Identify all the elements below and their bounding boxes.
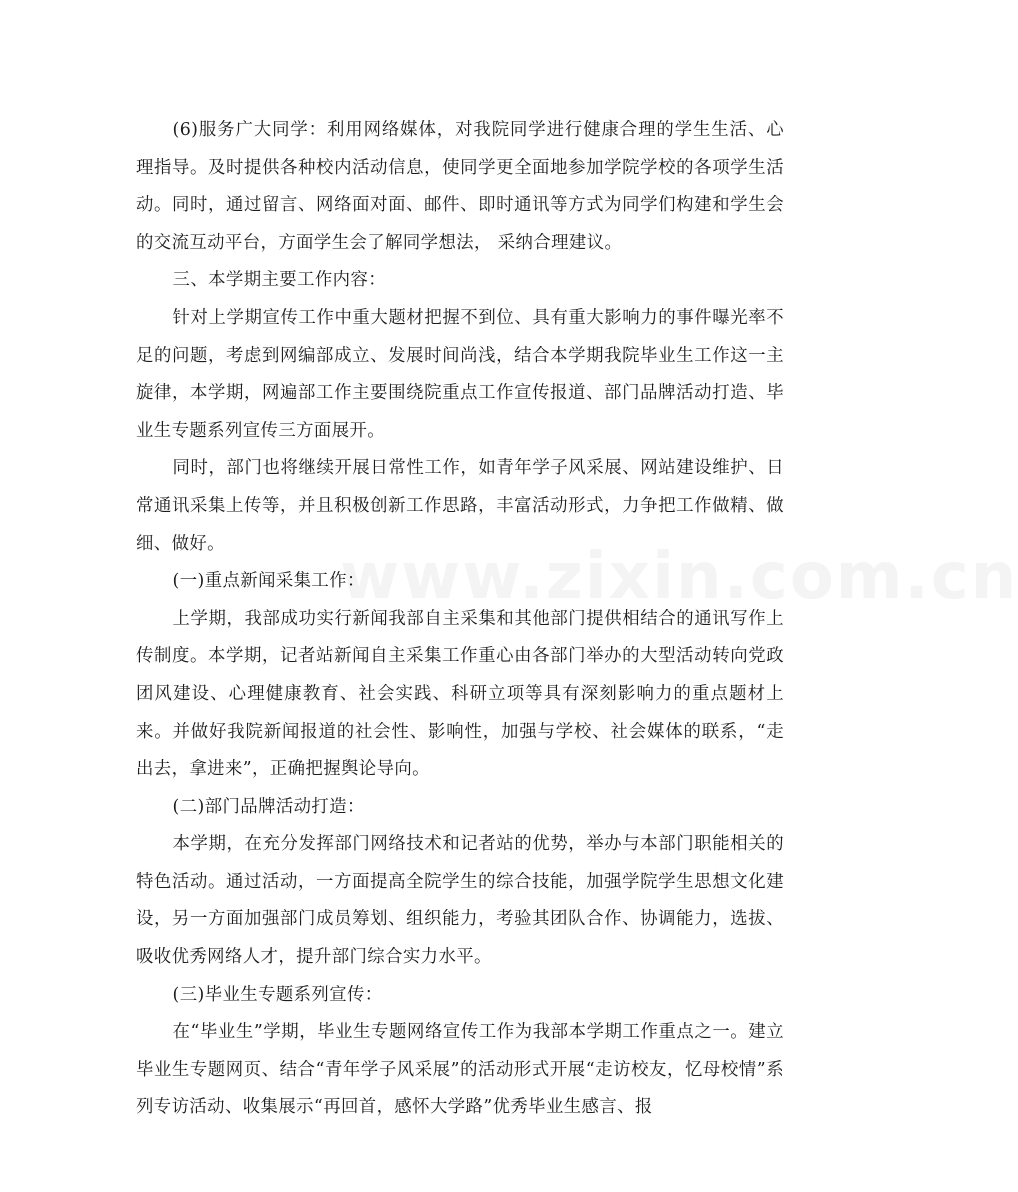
paragraph-brand-activity: 本学期，在充分发挥部门网络技术和记者站的优势，举办与本部门职能相关的特色活动。通过活动，一方面提高全院学生的综合技能，加强学院学生思想文化建设，另一方面加强部门成员筹划、组织能力，考验其团队合作、协调能力，选拔、吸收优秀网络人才，提升部门综合实力水平。 [136, 834, 784, 968]
heading-brand-activity: (二)部门品牌活动打造： [172, 796, 365, 817]
paragraph-graduate-series: 在“毕业生”学期，毕业生专题网络宣传工作为我部本学期工作重点之一。建立毕业生专题网页、结合“青年学子风采展”的活动形式开展“走访校友，忆母校情”系列专访活动、收集展示“再回首，感怀大学路”优秀毕业生感言、报 [136, 1022, 784, 1118]
paragraph-news-collection: 上学期，我部成功实行新闻我部自主采集和其他部门提供相结合的通讯写作上传制度。本学期，记者站新闻自主采集工作重心由各部门举办的大型活动转向党政团风建设、心理健康教育、社会实践、科研立项等具有深刻影响力的重点题材上来。并做好我院新闻报道的社会性、影响性，加强与学校、社会媒体的联系，“走出去，拿进来”，正确把握舆论导向。 [136, 608, 784, 780]
paragraph-overview: 针对上学期宣传工作中重大题材把握不到位、具有重大影响力的事件曝光率不足的问题，考虑到网编部成立、发展时间尚浅，结合本学期我院毕业生工作这一主旋律，本学期，网遍部工作主要围绕院重点工作宣传报道、部门品牌活动打造、毕业生专题系列宣传三方面展开。 [136, 307, 784, 441]
paragraph-service-students: (6)服务广大同学：利用网络媒体，对我院同学进行健康合理的学生生活、心理指导。及时提供各种校内活动信息，使同学更全面地参加学院学校的各项学生活动。同时，通过留言、网络面对面、邮件、即时通讯等方式为同学们构建和学生会的交流互动平台，方面学生会了解同学想法， 采纳合理建议。 [136, 120, 784, 253]
heading-news-collection: (一)重点新闻采集工作： [172, 571, 365, 592]
paragraph-daily-work: 同时，部门也将继续开展日常性工作，如青年学子风采展、网站建设维护、日常通讯采集上传等，并且积极创新工作思路，丰富活动形式，力争把工作做精、做细、做好。 [136, 458, 784, 554]
heading-graduate-series: (三)毕业生专题系列宣传： [172, 984, 383, 1005]
heading-section-three: 三、本学期主要工作内容： [172, 270, 387, 291]
document-body [136, 112, 784, 1127]
watermark: www.zixin.com.cn [340, 540, 1018, 614]
